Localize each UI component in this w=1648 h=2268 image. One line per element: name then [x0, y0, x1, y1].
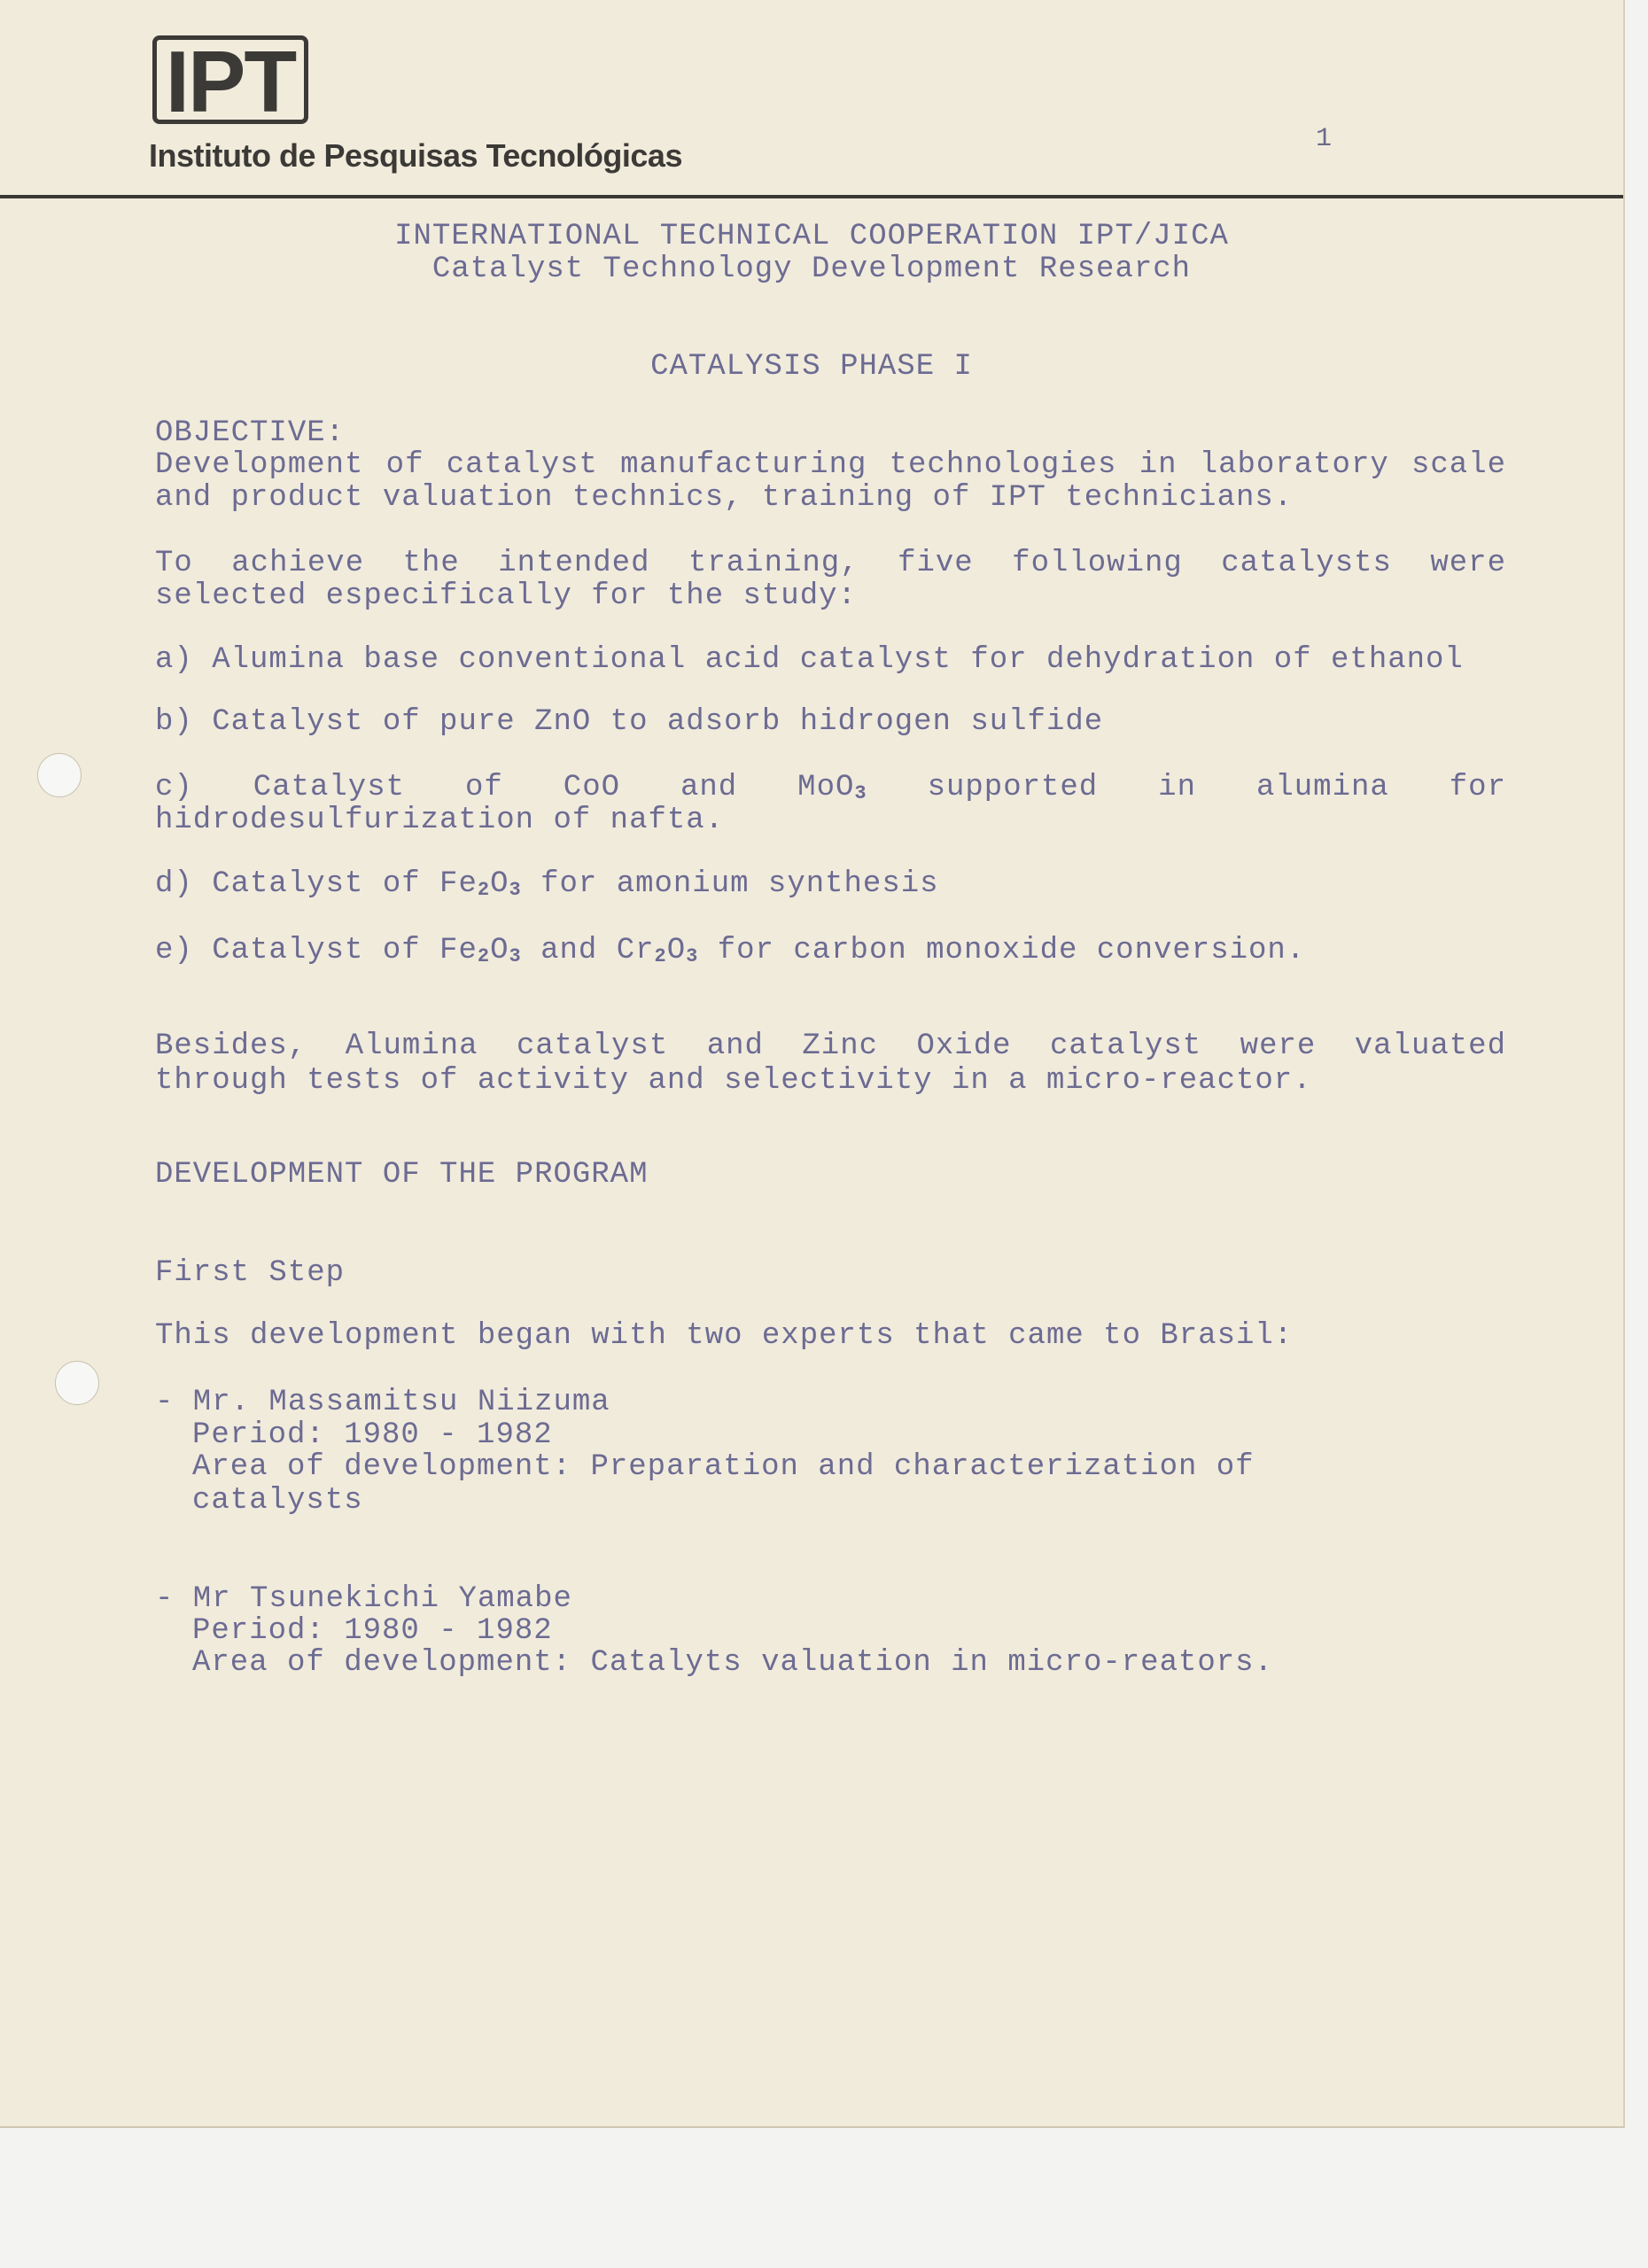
header-divider	[0, 195, 1623, 198]
expert2-area: Area of development: Catalyts valuation in micro-reators.	[192, 1646, 1273, 1680]
item-c-line1: c) Catalyst of CoO and MoO$_3$ supported in alumina for	[155, 771, 1506, 804]
expert1-area-cont: catalysts	[192, 1484, 363, 1518]
program-intro: This development began with two experts that came to Brasil:	[155, 1319, 1294, 1353]
item-a: a) Alumina base conventional acid catalyst for dehydration of ethanol	[155, 643, 1464, 677]
besides-line2: through tests of activity and selectivity in a micro-reactor.	[155, 1064, 1312, 1098]
page-number: 1	[1316, 124, 1333, 154]
expert1-period: Period: 1980 - 1982	[192, 1418, 553, 1452]
phase-title: CATALYSIS PHASE I	[650, 350, 973, 384]
besides-line1: Besides, Alumina catalyst and Zinc Oxide catalyst were valuated	[155, 1029, 1506, 1063]
title-line1: INTERNATIONAL TECHNICAL COOPERATION IPT/JICA	[394, 220, 1229, 253]
objective-line1: Development of catalyst manufacturing technologies in laboratory scale	[155, 448, 1506, 482]
item-b: b) Catalyst of pure ZnO to adsorb hidrogen sulfide	[155, 705, 1104, 739]
intro-line2: selected especifically for the study:	[155, 579, 857, 613]
expert2-name: - Mr Tsunekichi Yamabe	[155, 1582, 572, 1616]
intro-line1: To achieve the intended training, five following catalysts were	[155, 547, 1506, 580]
first-step-heading: First Step	[155, 1256, 346, 1290]
item-c-line2: hidrodesulfurization of nafta.	[155, 804, 725, 837]
item-e: e) Catalyst of $Fe_2O_3$ and $Cr_2O_3$ for carbon monoxide conversion.	[155, 934, 1306, 967]
objective-heading: OBJECTIVE:	[155, 416, 346, 450]
punch-hole	[55, 1361, 99, 1405]
institute-name: Instituto de Pesquisas Tecnológicas	[149, 137, 682, 174]
expert2-period: Period: 1980 - 1982	[192, 1614, 553, 1648]
title-line2: Catalyst Technology Development Research	[431, 252, 1192, 286]
expert1-area: Area of development: Preparation and characterization of	[192, 1450, 1255, 1484]
objective-line2: and product valuation technics, training of IPT technicians.	[155, 481, 1294, 515]
expert1-name: - Mr. Massamitsu Niizuma	[155, 1386, 610, 1419]
program-heading: DEVELOPMENT OF THE PROGRAM	[155, 1158, 649, 1192]
item-d: d) Catalyst of $Fe_2O_3$ for amonium synthesis	[155, 867, 939, 901]
ipt-logo: IPT	[152, 35, 308, 124]
punch-hole	[37, 753, 82, 797]
